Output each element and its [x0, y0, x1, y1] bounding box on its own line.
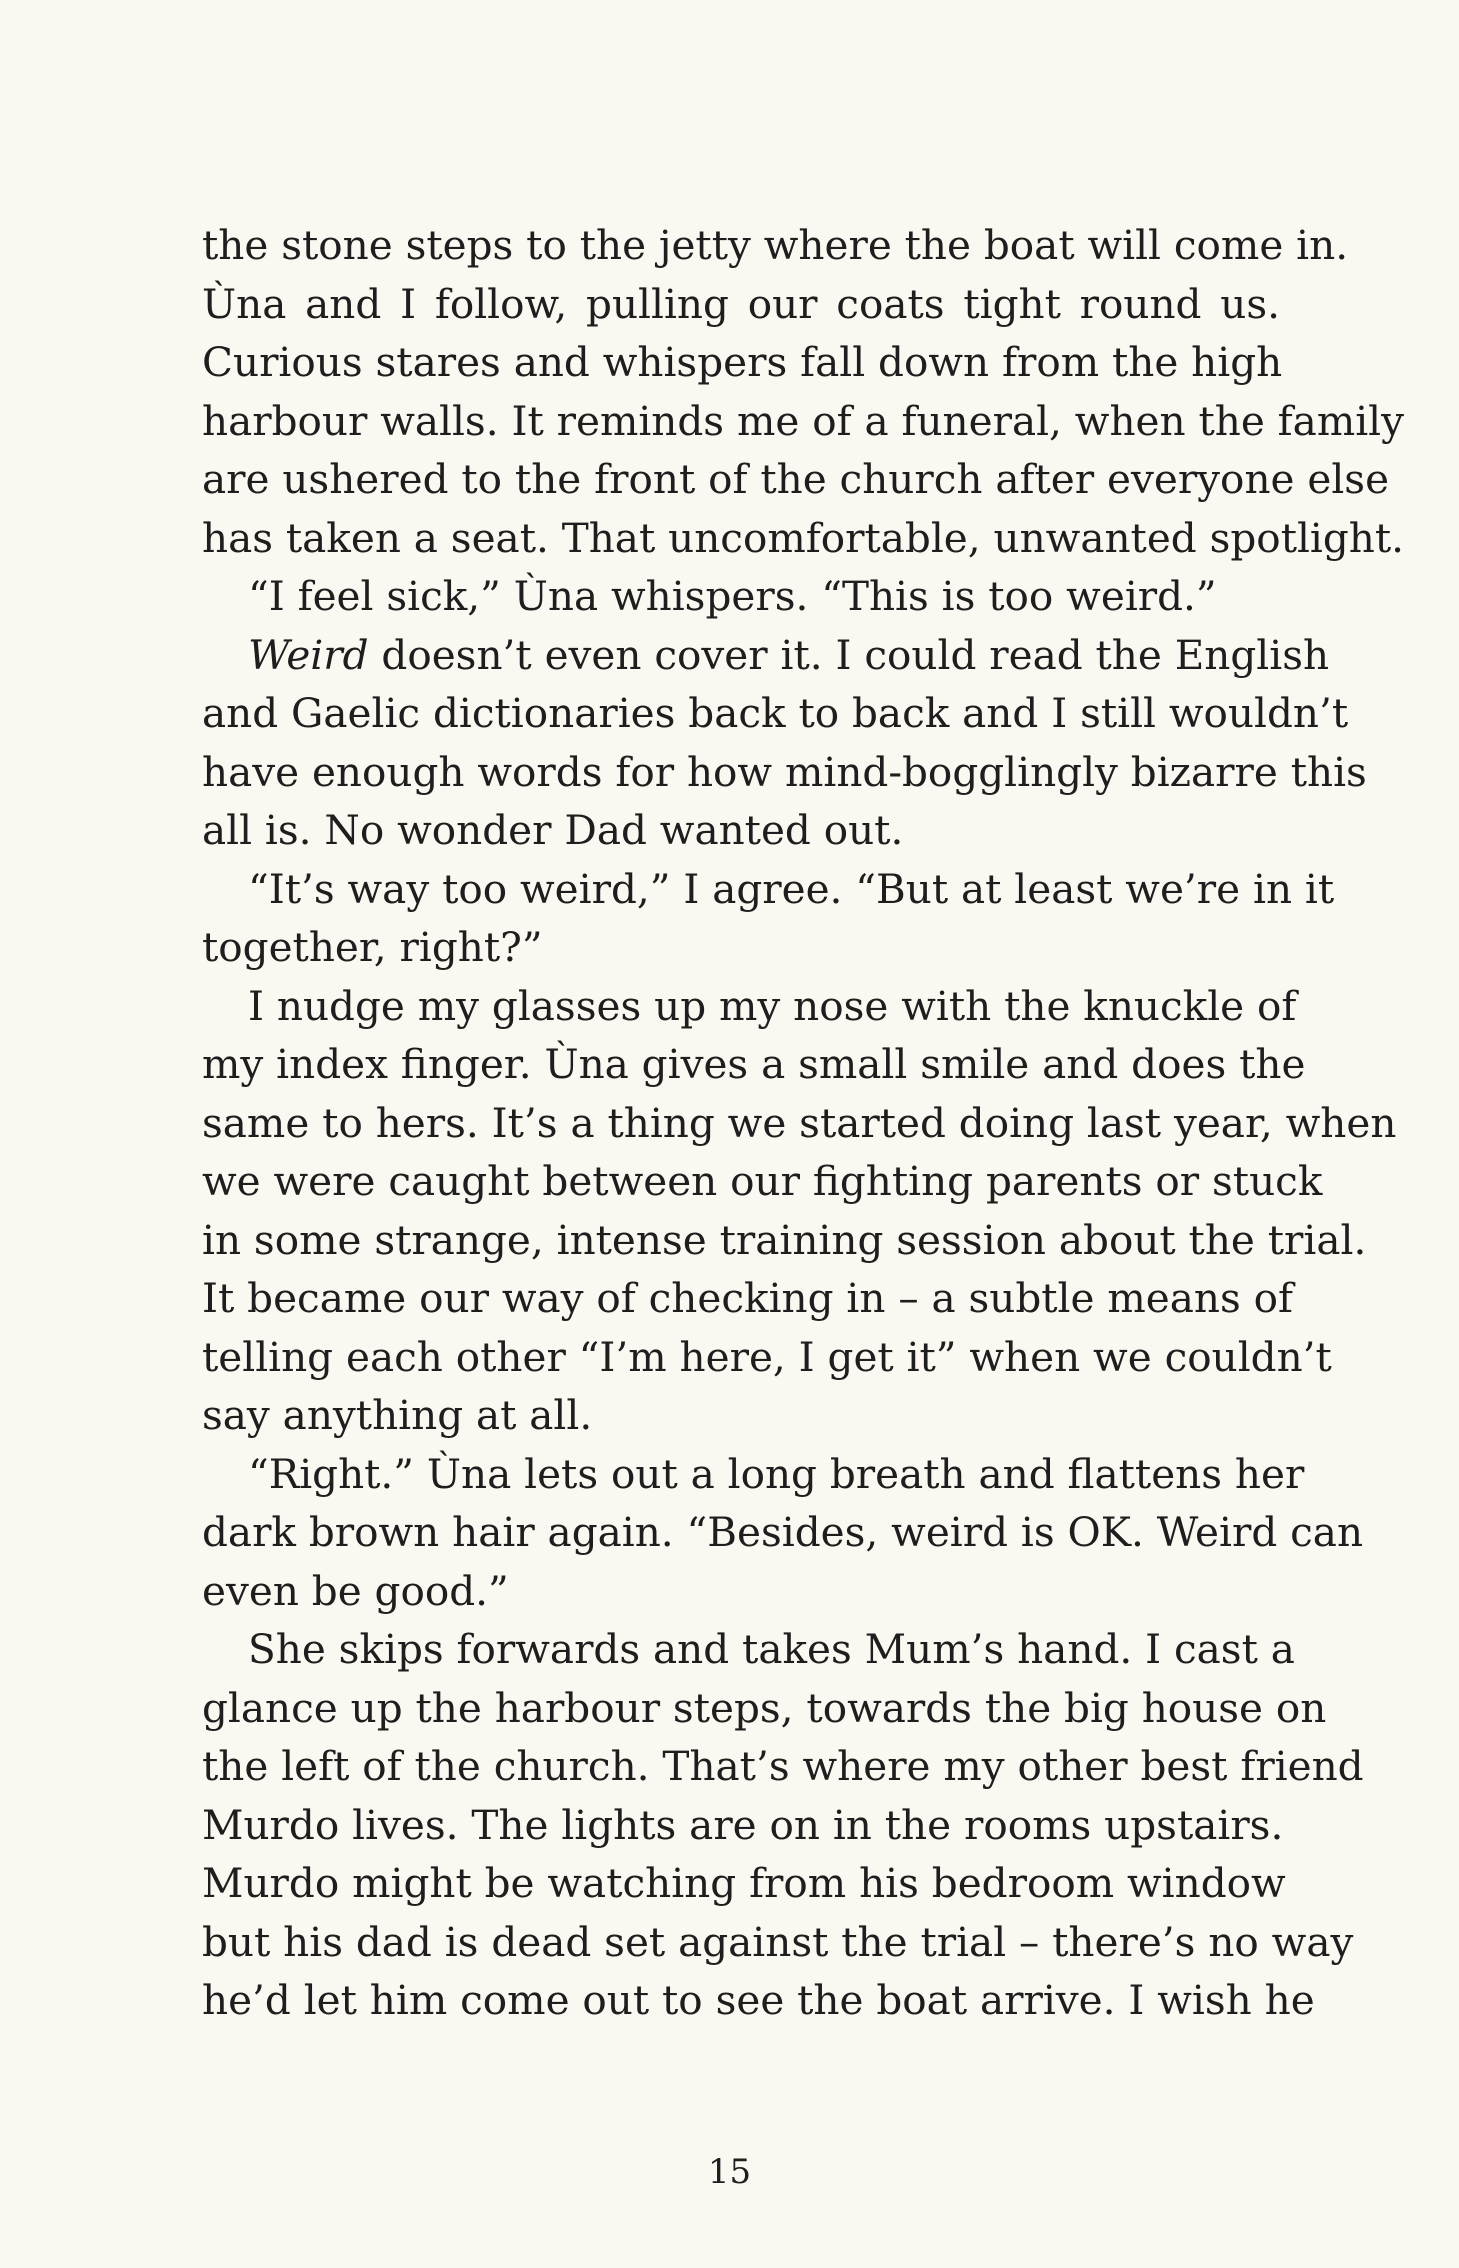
text-line: Murdo might be watching from his bedroom window [202, 1859, 1286, 1907]
text-line [202, 626, 1330, 685]
text-line: but his dad is dead set against the trial – there’s no way [202, 1917, 1354, 1966]
text-line: “It’s way too weird,” I agree. “But at least we’re in it [248, 864, 1335, 913]
text-line: has taken a seat. That uncomfortable, unwanted spotlight. [202, 513, 1405, 562]
text-line: are ushered to the front of the church after everyone else [202, 455, 1390, 503]
body-text [202, 216, 1405, 2030]
text-line: glance up the harbour steps, towards the big house on [202, 1683, 1327, 1732]
text-line: together, right?” [202, 923, 543, 971]
text-line: we were caught between our fighting parents or stuck [202, 1157, 1323, 1205]
text-line: harbour walls. It reminds me of a funeral, when the family [202, 396, 1405, 445]
text-line: all is. No wonder Dad wanted out. [202, 806, 904, 854]
text-line: Curious stares and whispers fall down from the high [202, 338, 1283, 386]
text-line: say anything at all. [202, 1391, 593, 1439]
text-line: dark brown hair again. “Besides, weird is OK. Weird can [202, 1508, 1364, 1556]
text-line: I nudge my glasses up my nose with the knuckle of [248, 981, 1297, 1030]
text-line: same to hers. It’s a thing we started doing last year, when [202, 1098, 1397, 1147]
text-line: my index finger. Ùna gives a small smile and does the [202, 1040, 1306, 1088]
text-line: he’d let him come out to see the boat arrive. I wish he [202, 1976, 1315, 2024]
text-line: “Right.” Ùna lets out a long breath and flattens her [248, 1449, 1305, 1498]
text-line: She skips forwards and takes Mum’s hand. I cast a [248, 1625, 1295, 1673]
page-number: 15 [707, 2152, 752, 2192]
text-line: Murdo lives. The lights are on in the rooms upstairs. [202, 1800, 1284, 1849]
text-line: telling each other “I’m here, I get it” when we couldn’t [202, 1332, 1332, 1381]
text-line: the left of the church. That’s where my other best friend [202, 1742, 1364, 1790]
text-line: and Gaelic dictionaries back to back and I still wouldn’t [202, 689, 1349, 737]
text-line: Ùna and I follow, pulling our coats tight round us. [202, 279, 1280, 328]
text-line: the stone steps to the jetty where the boat will come in. [202, 221, 1349, 269]
italic-word: Weird [248, 630, 369, 679]
text-line: even be good.” [202, 1566, 509, 1615]
text-line: have enough words for how mind-bogglingly bizarre this [202, 747, 1367, 796]
text-line: It became our way of checking in – a subtle means of [202, 1274, 1293, 1322]
text-line: “I feel sick,” Ùna whispers. “This is too weird.” [248, 572, 1217, 620]
text-line-rest: doesn’t even cover it. I could read the English [368, 630, 1330, 679]
text-line: in some strange, intense training session about the trial. [202, 1215, 1367, 1264]
